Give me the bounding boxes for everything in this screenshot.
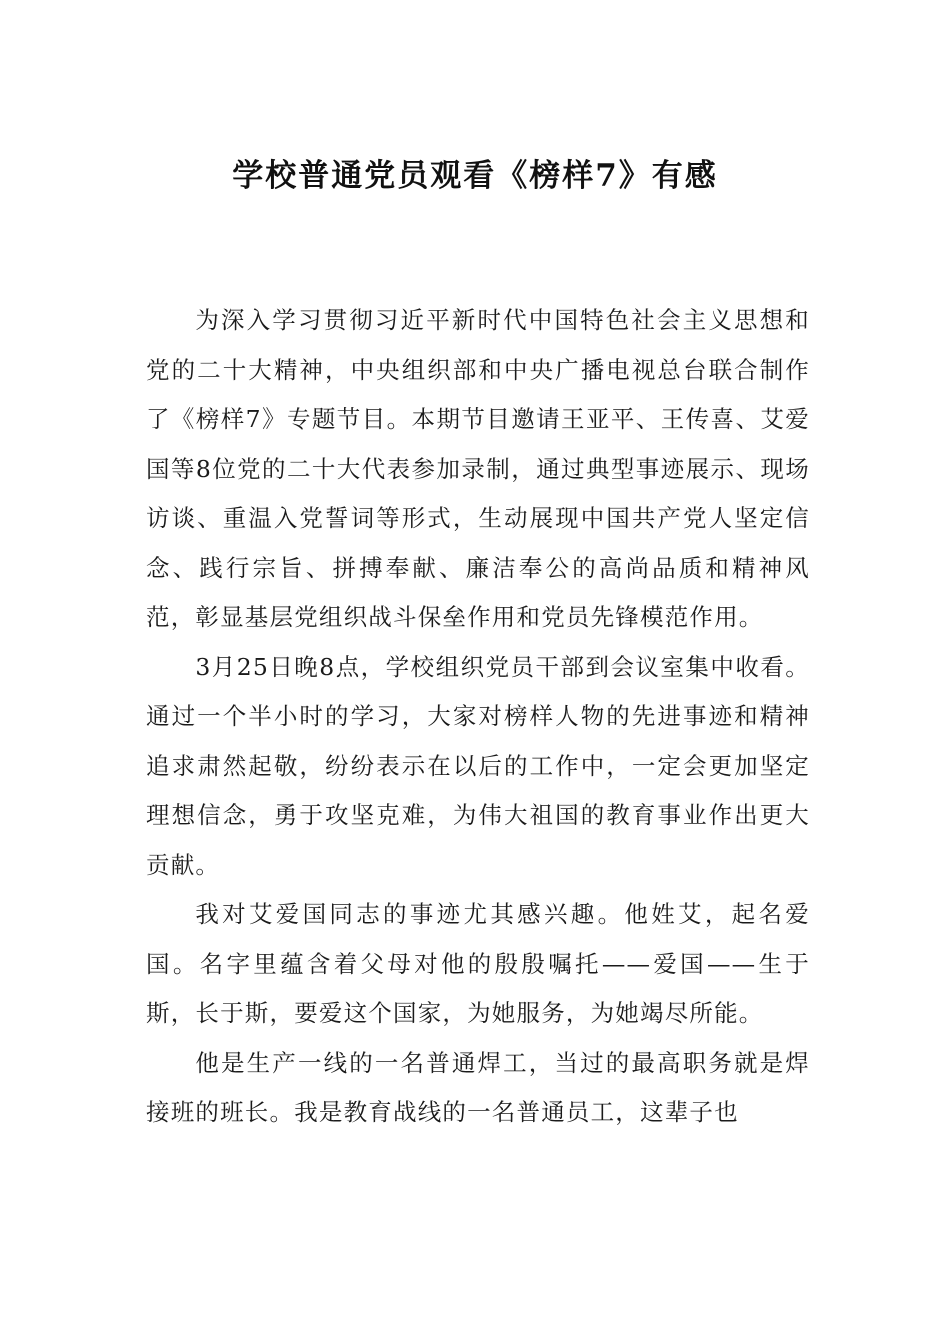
document-title: 学校普通党员观看《榜样7》有感 (232, 158, 718, 194)
paragraph: 为深入学习贯彻习近平新时代中国特色社会主义思想和党的二十大精神，中央组织部和中央广播电视总台联合制作了《榜样7》专题节目。本期节目邀请王亚平、王传喜、艾爱国等8位党的二十大代表参加录制，通过典型事迹展示、现场访谈、重温入党誓词等形式，生动展现中国共产党人坚定信念、践行宗旨、拼搏奉献、廉洁奉公的高尚品质和精神风范，彰显基层党组织战斗保垒作用和党员先锋模范作用。 (146, 306, 810, 631)
paragraph: 他是生产一线的一名普通焊工，当过的最高职务就是焊接班的班长。我是教育战线的一名普通员工，这辈子也 (146, 1048, 810, 1126)
document-body (146, 296, 810, 1138)
paragraph: 我对艾爱国同志的事迹尤其感兴趣。他姓艾，起名爱国。名字里蕴含着父母对他的殷殷嘱托——爱国——生于斯，长于斯，要爱这个国家，为她服务，为她竭尽所能。 (146, 900, 810, 1027)
paragraph: 3月25日晚8点，学校组织党员干部到会议室集中收看。通过一个半小时的学习，大家对榜样人物的先进事迹和精神追求肃然起敬，纷纷表示在以后的工作中，一定会更加坚定理想信念，勇于攻坚克难，为伟大祖国的教育事业作出更大贡献。 (146, 652, 810, 879)
